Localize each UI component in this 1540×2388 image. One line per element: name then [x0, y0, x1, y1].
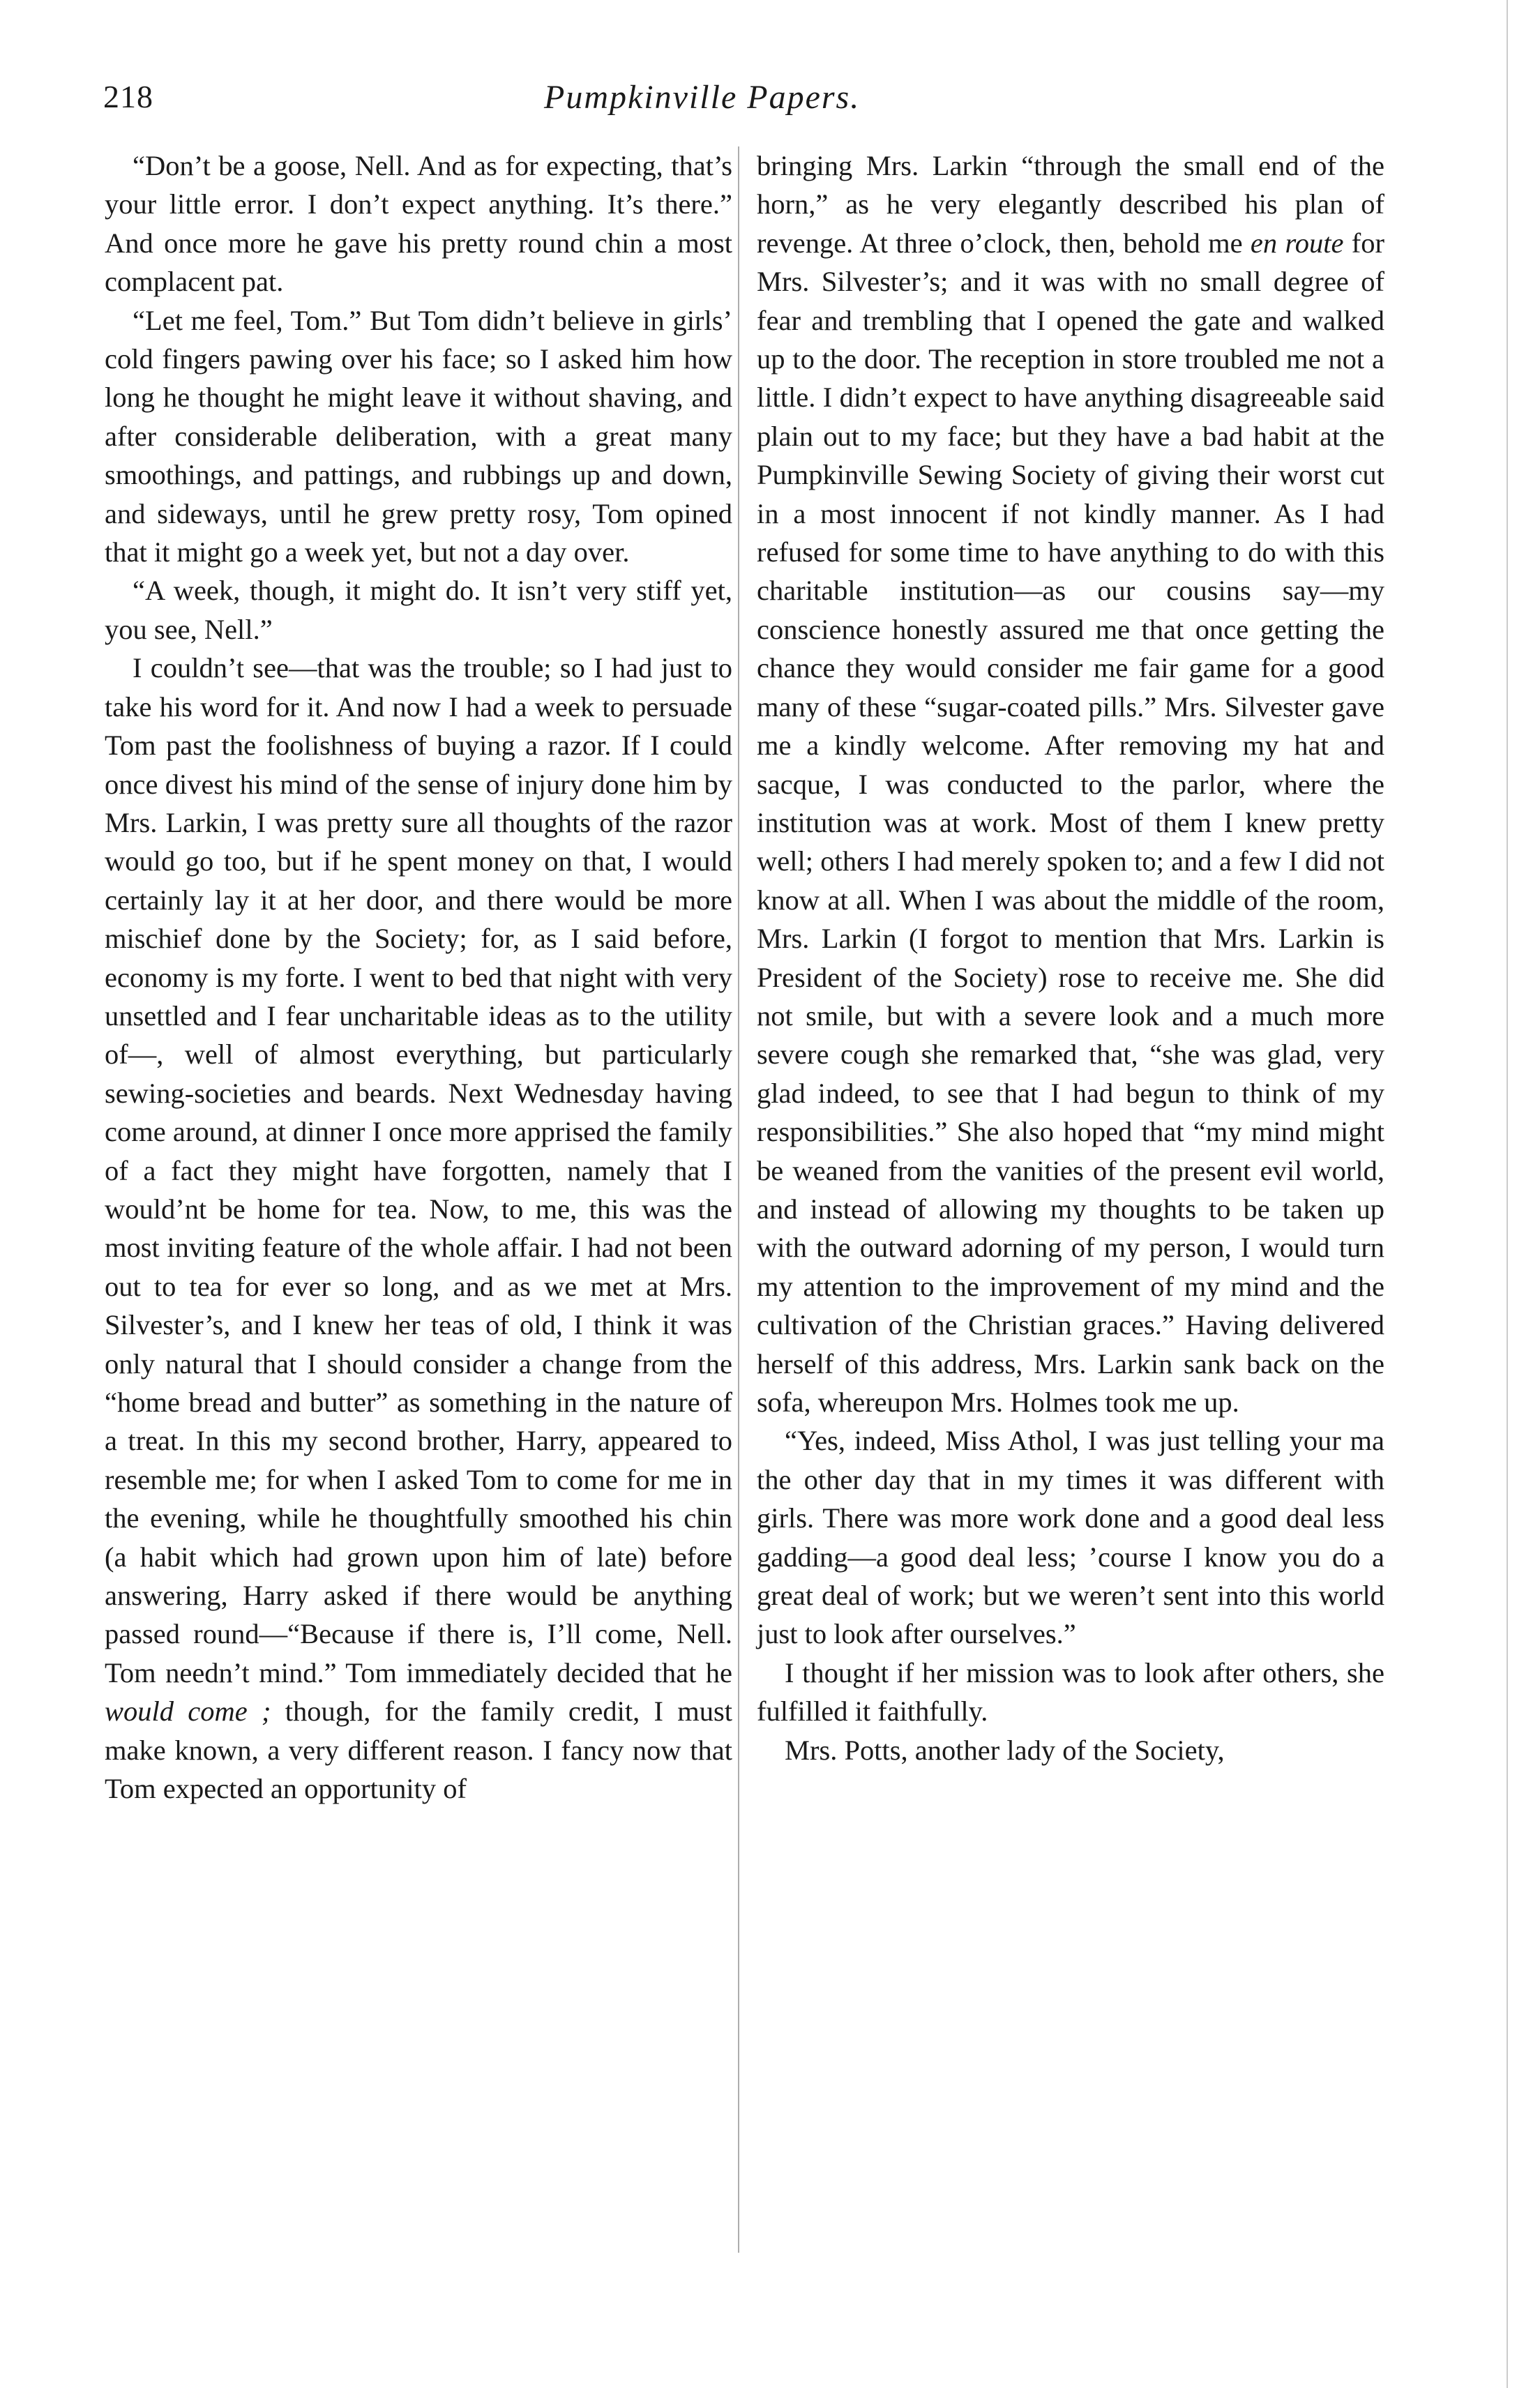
- paragraph: [757, 146, 1384, 1421]
- running-title: Pumpkinville Papers.: [544, 79, 861, 116]
- paragraph: Mrs. Potts, another lady of the Society,: [785, 1734, 1225, 1766]
- paragraph: I thought if her mission was to look after others, she fulfilled it faithfully.: [757, 1656, 1384, 1728]
- emphasis-text: en route: [1250, 227, 1344, 259]
- paragraph-text: I couldn’t see—that was the trouble; so I had just to take his word for it. And now I had a week to persuade Tom past the foolishness of buying a razor. If I could once divest his mind of the sense of injury done him by Mrs. Larkin, I was pretty sure all thoughts of the razor would go too, but if he spent money on that, I would certainly lay it at her door, and there would be more mischief done by the Society; for, as I said before, economy is my forte. I went to bed that night with very unsettled and I fear uncharitable ideas as to the utility of—, well of almost everything, but particularly sewing-societies and beards. Next Wednesday having come around, at dinner I once more apprised the family of a fact they might have forgotten, namely that I would’nt be home for tea. Now, to me, this was the most inviting feature of the whole affair. I had not been out to tea for ever so long, and as we met at Mrs. Silvester’s, and I knew her teas of old, I think it was only natural that I should consider a change from the “home bread and butter” as something in the nature of a treat. In this my second brother, Harry, appeared to resemble me; for when I asked Tom to come for me in the evening, while he thoughtfully smoothed his chin (a habit which had grown upon him of late) before answering, Harry asked if there would be anything passed round—“Because if there is, I’ll come, Nell. Tom needn’t mind.” Tom immediately decided that he: [105, 652, 732, 1688]
- paragraph: “Let me feel, Tom.” But Tom didn’t believe in girls’ cold fingers pawing over his face; so I asked him how long he thought he might leave it without shaving, and after considerable deliberation, with a great many smoothings, and pattings, and rubbings up and down, and sideways, until he grew pretty rosy, Tom opined that it might go a week yet, but not a day over.: [105, 304, 732, 568]
- paragraph: “A week, though, it might do. It isn’t very stiff yet, you see, Nell.”: [105, 575, 732, 645]
- paragraph: “Yes, indeed, Miss Athol, I was just telling your ma the other day that in my times it was different with girls. There was more work done and a good deal less gadding—a good deal less; ’course I know you do a great deal of work; but we weren’t sent into this world just to look after ourselves.”: [757, 1425, 1384, 1650]
- right-column: [757, 146, 1384, 1769]
- page-edge-line: [1507, 0, 1508, 2388]
- emphasis-text: would come ;: [105, 1695, 271, 1728]
- page-number: 218: [103, 79, 153, 114]
- paragraph-text: though, for the family credit, I must make known, a very different reason. I fancy now that Tom expected an opportunity of: [105, 1695, 733, 1805]
- paragraph: “Don’t be a goose, Nell. And as for expecting, that’s your little error. I don’t expect anything. It’s there.” And once more he gave his pretty round chin a most complacent pat.: [105, 150, 732, 298]
- paragraph: [105, 649, 732, 1808]
- paragraph-text: for Mrs. Silvester’s; and it was with no small degree of fear and trembling that I opened the gate and walked up to the door. The reception in store troubled me not a little. I didn’t expect to have anything disagreeable said plain out to my face; but they have a bad habit at the Pumpkinville Sewing Society of giving their worst cut in a most innocent if not kindly manner. As I had refused for some time to have anything to do with this charitable institution—as our cousins say—my conscience honestly assured me that once getting the chance they would consider me fair game for a good many of these “sugar-coated pills.” Mrs. Silvester gave me a kindly welcome. After removing my hat and sacque, I was conducted to the parlor, where the institution was at work. Most of them I knew pretty well; others I had merely spoken to; and a few I did not know at all. When I was about the middle of the room, Mrs. Larkin (I forgot to mention that Mrs. Larkin is President of the Society) rose to receive me. She did not smile, but with a severe look and a much more severe cough she remarked that, “she was glad, very glad indeed, to see that I had begun to think of my responsibilities.” She also hoped that “my mind might be weaned from the vanities of the present evil world, and instead of allowing my thoughts to be taken up with the outward adorning of my person, I would turn my attention to the improvement of my mind and the cultivation of the Christian graces.” Having delivered herself of this address, Mrs. Larkin sank back on the sofa, whereupon Mrs. Holmes took me up.: [757, 227, 1385, 1418]
- left-column: [105, 146, 732, 1808]
- column-divider: [738, 146, 739, 2253]
- paragraph-text: bringing Mrs. Larkin “through the small end of the horn,” as he very elegantly described his plan of revenge. At three o’clock, then, behold me: [757, 150, 1384, 259]
